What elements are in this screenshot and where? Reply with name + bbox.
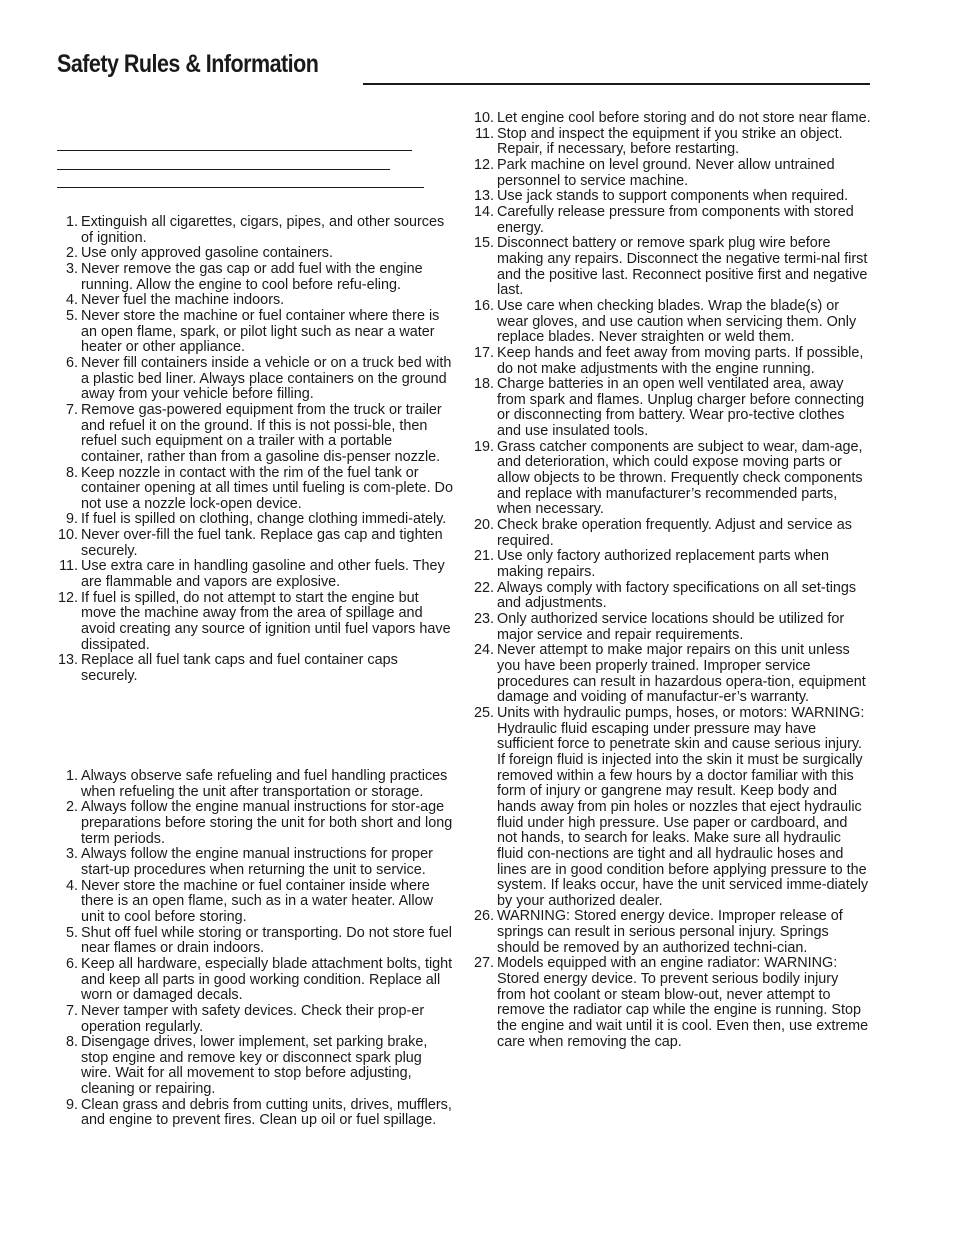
list-item — [57, 528, 455, 559]
item-text: Never over-fill the fuel tank. Replace gas cap and tighten securely. — [81, 527, 443, 559]
item-text: Use extra care in handling gasoline and other fuels. They are flammable and vapors are explosive. — [81, 558, 445, 591]
item-text: Grass catcher components are subject to wear, dam-age, and deterioration, which could expose moving parts or allow objects to be thrown. Frequently check components and replace with manufacturer’s recommended parts, when necessary. — [497, 438, 863, 518]
maintenance-list — [473, 111, 871, 1050]
item-number: 5. — [65, 924, 78, 941]
item-number: 19. — [473, 438, 494, 455]
item-text: Disconnect battery or remove spark plug wire before making any repairs. Disconnect the negative termi-nal first and the positive last. Reconnect positive first and negative last. — [497, 235, 868, 299]
item-text: Always observe safe refueling and fuel handling practices when refueling the unit after transportation or storage. — [81, 768, 448, 800]
item-number: 1. — [65, 214, 78, 230]
item-number: 15. — [473, 235, 494, 252]
item-number: 22. — [473, 579, 494, 596]
item-number: 11. — [475, 125, 494, 142]
list-item — [473, 549, 871, 580]
item-text: Shut off fuel while storing or transporting. Do not store fuel near flames or drain indoors. — [81, 924, 452, 957]
list-item — [57, 559, 455, 590]
item-text: Use care when checking blades. Wrap the blade(s) or wear gloves, and use caution when servicing them. Only replace blades. Never straighten or weld them. — [497, 297, 857, 346]
blank-line — [57, 187, 424, 188]
item-text: Never fuel the machine indoors. — [81, 292, 285, 309]
list-item — [473, 612, 871, 643]
item-number: 12. — [57, 589, 78, 606]
item-number: 4. — [65, 877, 78, 894]
item-number: 7. — [65, 1002, 78, 1019]
list-item — [57, 800, 455, 847]
item-number: 8. — [65, 464, 78, 481]
item-number: 16. — [473, 297, 494, 314]
item-text: Clean grass and debris from cutting units, drives, mufflers, and engine to prevent fires. Clean up oil or fuel spillage. — [81, 1096, 452, 1129]
item-text: Always follow the engine manual instructions for stor-age preparations before storing the unit for both short and long term periods. — [81, 799, 453, 847]
item-text: Charge batteries in an open well ventilated area, away from spark and flames. Unplug charger before connecting or disconnecting from battery. Wear pro-tective clothes and use insulated tools. — [497, 376, 865, 440]
item-number: 18. — [473, 376, 494, 393]
item-number: 24. — [473, 642, 494, 659]
item-text: Disengage drives, lower implement, set parking brake, stop engine and remove key or disconnect spark plug wire. Wait for all movement to stop before adjusting, cleaning or repairing. — [81, 1034, 428, 1098]
list-item — [57, 769, 455, 800]
item-number: 6. — [65, 955, 78, 972]
item-number: 10. — [473, 110, 494, 126]
item-number: 10. — [57, 527, 78, 544]
list-item — [473, 299, 871, 346]
item-text: Never attempt to make major repairs on this unit unless you have been properly trained. Improper service procedures can result in hazardous opera-tion, equipment damage and voiding of manufactur-er’s warranty. — [497, 642, 866, 706]
item-number: 3. — [65, 846, 78, 863]
list-item — [473, 643, 871, 706]
item-number: 2. — [65, 799, 78, 816]
item-text: Never fill containers inside a vehicle or on a truck bed with a plastic bed liner. Always place containers on the ground away from your vehicle before filling. — [81, 354, 452, 403]
list-item — [57, 1004, 455, 1035]
item-text: Units with hydraulic pumps, hoses, or motors: WARNING: Hydraulic fluid escaping under pressure may have sufficient force to penetrate skin and cause serious injury. If foreign fluid is injected into the skin it must be surgically removed within a few hours by a doctor familiar with this form of injury or gangrene may result. Keep body and hands away from pin holes or nozzles that eject hydraulic fluid under high pressure. Use paper or cardboard, and not hands, to search for leaks. Make sure all hydraulic fluid con-nections are tight and all hydraulic hoses and lines are in good condition before applying pressure to the system. If leaks occur, have the unit serviced imme-diately by your authorized dealer. — [497, 704, 869, 909]
item-text: WARNING: Stored energy device. Improper release of springs can result in serious personal injury. Springs should be removed by an authorized techni-cian. — [497, 908, 843, 956]
item-number: 11. — [59, 558, 78, 575]
item-text: Never tamper with safety devices. Check their prop-er operation regularly. — [81, 1002, 425, 1035]
list-item — [57, 246, 455, 262]
item-text: Replace all fuel tank caps and fuel container caps securely. — [81, 652, 398, 685]
item-text: Never remove the gas cap or add fuel with the engine running. Allow the engine to cool before refu-eling. — [81, 260, 423, 293]
item-text: Remove gas-powered equipment from the truck or trailer and refuel it on the ground. If this is not possi-ble, then refuel such equipment on a trailer with a portable container, rather than from a gasoline dis-penser nozzle. — [81, 401, 442, 465]
list-item — [57, 215, 455, 246]
item-number: 13. — [473, 188, 494, 205]
item-number: 8. — [65, 1034, 78, 1051]
title-rule — [363, 83, 870, 85]
list-item — [57, 1035, 455, 1098]
item-text: If fuel is spilled, do not attempt to start the engine but move the machine away from the area of spillage and avoid creating any source of ignition until fuel vapors have dissipated. — [81, 589, 451, 653]
list-item — [473, 189, 871, 205]
item-text: Only authorized service locations should be utilized for major service and repair requirements. — [497, 611, 845, 643]
item-number: 7. — [65, 401, 78, 418]
item-text: Stop and inspect the equipment if you strike an object. Repair, if necessary, before restarting. — [497, 125, 843, 158]
item-text: Extinguish all cigarettes, cigars, pipes, and other sources of ignition. — [81, 214, 445, 246]
list-item — [57, 293, 455, 309]
item-number: 6. — [65, 354, 78, 371]
item-text: Always follow the engine manual instructions for proper start-up procedures when returning the unit to service. — [81, 846, 433, 878]
list-item — [57, 512, 455, 528]
list-item — [473, 909, 871, 956]
fuel-handling-list — [57, 215, 455, 685]
list-item — [57, 356, 455, 403]
list-item — [57, 847, 455, 878]
list-item — [473, 111, 871, 127]
list-item — [473, 377, 871, 440]
item-number: 26. — [473, 908, 494, 925]
list-item — [57, 309, 455, 356]
item-number: 14. — [473, 203, 494, 220]
list-item — [473, 236, 871, 299]
list-item — [57, 653, 455, 684]
list-item — [473, 158, 871, 189]
list-item — [473, 205, 871, 236]
item-text: Carefully release pressure from components with stored energy. — [497, 203, 854, 236]
item-number: 13. — [57, 652, 78, 669]
item-number: 27. — [473, 955, 494, 972]
item-text: Use jack stands to support components when required. — [497, 188, 849, 205]
item-text: Keep hands and feet away from moving parts. If possible, do not make adjustments with the engine running. — [497, 344, 864, 377]
item-number: 23. — [473, 611, 494, 627]
item-text: Always comply with factory specifications on all set-tings and adjustments. — [497, 579, 857, 612]
item-text: Use only approved gasoline containers. — [81, 245, 333, 262]
item-text: Let engine cool before storing and do not store near flame. — [497, 110, 871, 126]
item-number: 17. — [473, 344, 494, 361]
item-text: Keep all hardware, especially blade attachment bolts, tight and keep all parts in good working condition. Replace all worn or damaged decals. — [81, 955, 453, 1004]
item-number: 9. — [65, 511, 78, 528]
list-item — [57, 926, 455, 957]
item-text: Use only factory authorized replacement parts when making repairs. — [497, 548, 829, 581]
list-item — [473, 440, 871, 518]
list-item — [473, 956, 871, 1050]
item-number: 20. — [473, 517, 494, 534]
item-number: 12. — [473, 156, 494, 173]
list-item — [57, 591, 455, 654]
list-item — [473, 518, 871, 549]
list-item — [57, 262, 455, 293]
item-text: Park machine on level ground. Never allow untrained personnel to service machine. — [497, 156, 835, 189]
list-item — [57, 1098, 455, 1129]
item-text: Keep nozzle in contact with the rim of the fuel tank or container opening at all times until fueling is com-plete. Do not use a nozzle lock-open device. — [81, 464, 453, 512]
list-item — [473, 346, 871, 377]
blank-line — [57, 150, 412, 151]
list-item — [57, 879, 455, 926]
item-text: Never store the machine or fuel container inside where there is an open flame, such as in a water heater. Allow unit to cool before storing. — [81, 877, 433, 925]
item-number: 21. — [473, 548, 494, 565]
item-number: 5. — [65, 307, 78, 324]
item-text: Never store the machine or fuel container where there is an open flame, spark, or pilot light such as near a water heater or other appliance. — [81, 307, 440, 356]
item-number: 2. — [65, 245, 78, 262]
item-number: 3. — [65, 260, 78, 277]
list-item — [473, 581, 871, 612]
item-number: 25. — [473, 704, 494, 721]
page-title: Safety Rules & Information — [57, 50, 319, 78]
item-text: Check brake operation frequently. Adjust and service as required. — [497, 517, 852, 549]
item-text: Models equipped with an engine radiator: WARNING: Stored energy device. To prevent serious bodily injury from hot coolant or steam blow-out, never attempt to remove the radiator cap while the engine is running. Stop the engine and wait until it is cool. Even then, use extreme care when removing the cap. — [497, 955, 869, 1050]
list-item — [57, 403, 455, 466]
item-text: If fuel is spilled on clothing, change clothing immedi-ately. — [81, 511, 447, 528]
transport-storage-list — [57, 769, 455, 1129]
list-item — [473, 127, 871, 158]
item-number: 1. — [65, 768, 78, 784]
item-number: 9. — [65, 1096, 78, 1113]
blank-line — [57, 169, 390, 170]
list-item — [57, 466, 455, 513]
list-item — [473, 706, 871, 910]
list-item — [57, 957, 455, 1004]
item-number: 4. — [65, 292, 78, 309]
